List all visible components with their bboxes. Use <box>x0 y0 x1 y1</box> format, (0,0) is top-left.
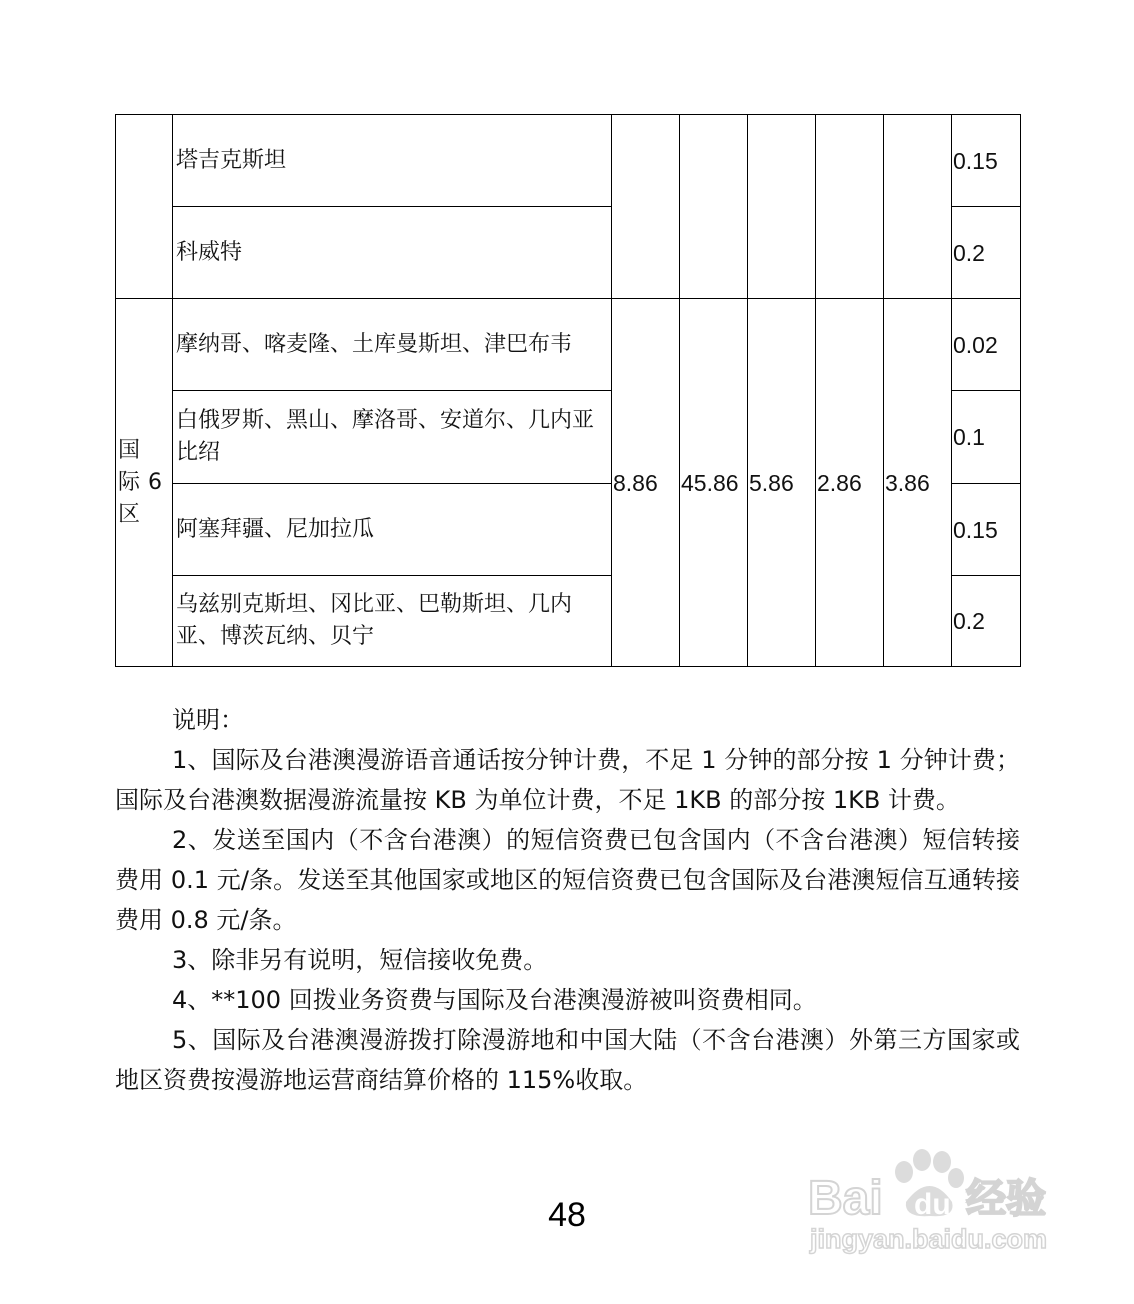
note-item: 5、国际及台港澳漫游拨打除漫游地和中国大陆（不含台港澳）外第三方国家或地区资费按漫游地运营商结算价格的 115%收取。 <box>115 1026 1020 1094</box>
zone6-rate-2: 45.86 <box>680 299 748 667</box>
page-number: 48 <box>548 1196 586 1234</box>
zone6-rate-4: 2.86 <box>816 299 884 667</box>
countries-cell: 白俄罗斯、黑山、摩洛哥、安道尔、几内亚比绍 <box>173 391 612 484</box>
rate-last-cell: 0.15 <box>952 484 1021 576</box>
zone6-rate-3: 5.86 <box>748 299 816 667</box>
note-item: 2、发送至国内（不含台港澳）的短信资费已包含国内（不含台港澳）短信转接费用 0.1 元/条。发送至其他国家或地区的短信资费已包含国际及台港澳短信互通转接费用 0.8 元/条。 <box>115 826 1020 934</box>
note-item: 3、除非另有说明，短信接收免费。 <box>172 946 548 974</box>
rate-cell-empty <box>612 115 680 299</box>
notes-heading: 说明： <box>172 706 244 734</box>
countries-cell: 阿塞拜疆、尼加拉瓜 <box>173 484 612 576</box>
note-item: 4、**100 回拨业务资费与国际及台港澳漫游被叫资费相同。 <box>172 986 817 1014</box>
watermark-jingyan-text: 经验 <box>966 1176 1046 1222</box>
countries-cell: 摩纳哥、喀麦隆、土库曼斯坦、津巴布韦 <box>173 299 612 391</box>
rate-last-cell: 0.02 <box>952 299 1021 391</box>
rate-cell-empty <box>680 115 748 299</box>
baidu-jingyan-watermark <box>806 1140 1068 1260</box>
notes-section <box>115 700 1020 1100</box>
watermark-url: jingyan.baidu.com <box>810 1224 1048 1254</box>
rate-cell-empty <box>816 115 884 299</box>
countries-cell: 塔吉克斯坦 <box>173 115 612 207</box>
zone-cell-6: 国际6区 <box>116 299 173 667</box>
zone6-rate-1: 8.86 <box>612 299 680 667</box>
table-row <box>116 299 1021 391</box>
rate-last-cell: 0.15 <box>952 115 1021 207</box>
rate-last-cell: 0.2 <box>952 207 1021 299</box>
rate-last-cell: 0.1 <box>952 391 1021 484</box>
table-row <box>116 115 1021 207</box>
zone-cell-previous <box>116 115 173 299</box>
countries-cell: 科威特 <box>173 207 612 299</box>
note-item: 1、国际及台港澳漫游语音通话按分钟计费，不足 1 分钟的部分按 1 分钟计费；国际及台港澳数据漫游流量按 KB 为单位计费，不足 1KB 的部分按 1KB 计费。 <box>115 746 1020 814</box>
rate-last-cell: 0.2 <box>952 576 1021 667</box>
rate-cell-empty <box>884 115 952 299</box>
zone6-rate-5: 3.86 <box>884 299 952 667</box>
countries-cell: 乌兹别克斯坦、冈比亚、巴勒斯坦、几内亚、博茨瓦纳、贝宁 <box>173 576 612 667</box>
watermark-baidu-text: Bai <box>808 1172 883 1225</box>
rate-cell-empty <box>748 115 816 299</box>
roaming-rate-table <box>115 114 1021 667</box>
watermark-du-text: du <box>914 1188 951 1221</box>
